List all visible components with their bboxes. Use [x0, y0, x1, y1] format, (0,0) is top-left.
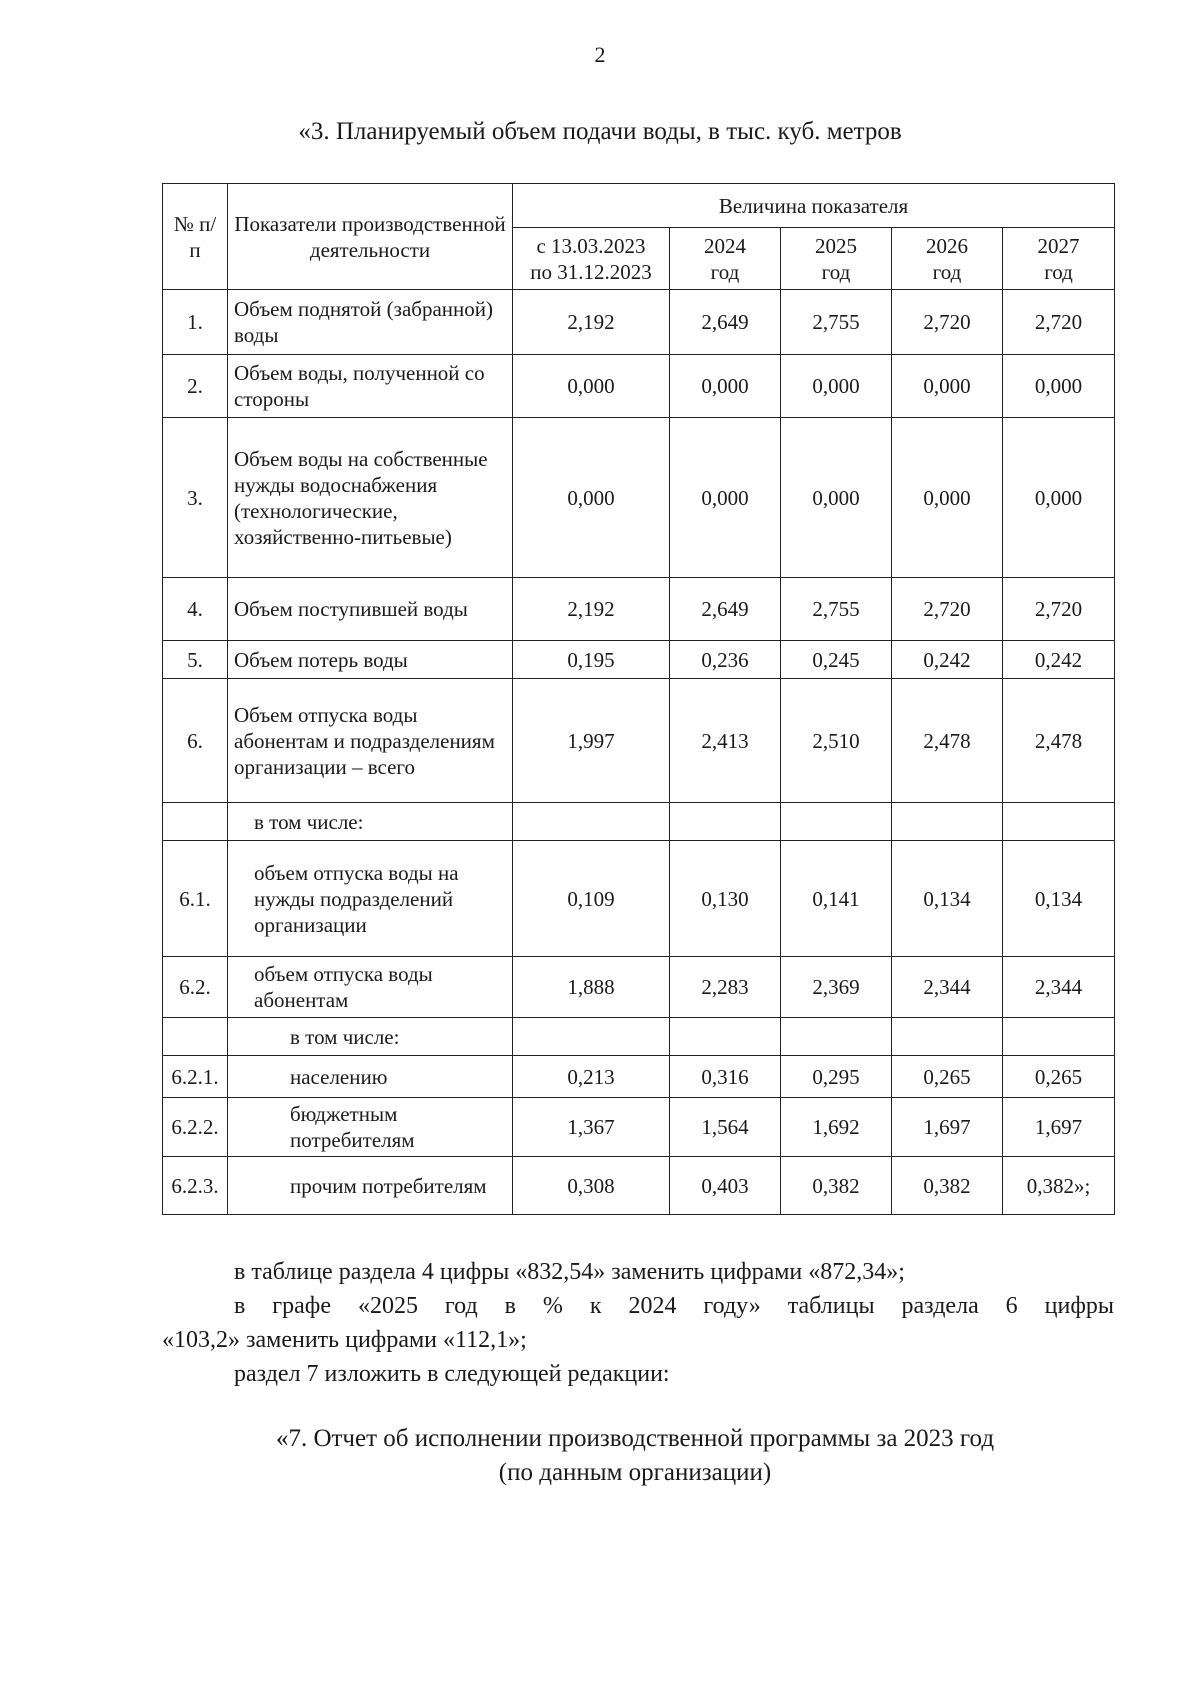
table-row	[163, 641, 1115, 679]
header-value-group: Величина показателя	[513, 184, 1115, 228]
row-value	[1003, 1018, 1115, 1056]
row-value: 2,192	[513, 578, 670, 641]
row-value: 0,134	[892, 841, 1003, 957]
row-value: 1,888	[513, 957, 670, 1018]
row-name: объем отпуска воды абонентам	[228, 957, 513, 1018]
table-row	[163, 1018, 1115, 1056]
row-name: Объем отпуска воды абонентам и подразделениям организации – всего	[228, 679, 513, 803]
header-period: 2026 год	[892, 228, 1003, 290]
water-supply-table	[162, 183, 1115, 1215]
header-period: 2024 год	[670, 228, 781, 290]
row-value: 2,413	[670, 679, 781, 803]
table-row	[163, 1098, 1115, 1157]
row-value	[781, 1018, 892, 1056]
row-value: 0,000	[670, 355, 781, 418]
row-value: 1,697	[1003, 1098, 1115, 1157]
row-name: Объем поступившей воды	[228, 578, 513, 641]
row-name: бюджетным потребителям	[228, 1098, 513, 1157]
row-value: 0,000	[670, 418, 781, 578]
row-value: 1,564	[670, 1098, 781, 1157]
table-row	[163, 418, 1115, 578]
row-name: Объем воды на собственные нужды водоснабжения (технологические, хозяйственно-питьевые)	[228, 418, 513, 578]
report-title	[0, 1422, 1200, 1490]
row-value: 2,720	[1003, 290, 1115, 355]
row-value	[513, 803, 670, 841]
paragraph-table-6-change: в графе «2025 год в % к 2024 году» таблицы раздела 6 цифры	[234, 1293, 1114, 1319]
row-num: 5.	[163, 641, 228, 679]
header-indicator: Показатели производственной деятельности	[228, 184, 513, 290]
row-value: 0,382	[892, 1157, 1003, 1215]
row-num: 2.	[163, 355, 228, 418]
table-row	[163, 841, 1115, 957]
table-row	[163, 1157, 1115, 1215]
row-value	[513, 1018, 670, 1056]
row-value: 0,000	[781, 355, 892, 418]
table-row	[163, 1056, 1115, 1098]
row-value: 2,755	[781, 290, 892, 355]
row-name: в том числе:	[228, 1018, 513, 1056]
row-num: 3.	[163, 418, 228, 578]
row-value: 0,265	[892, 1056, 1003, 1098]
page-number: 2	[594, 42, 606, 67]
header-period: с 13.03.2023 по 31.12.2023	[513, 228, 670, 290]
row-value: 0,242	[1003, 641, 1115, 679]
row-value: 0,000	[1003, 418, 1115, 578]
row-num: 6.2.	[163, 957, 228, 1018]
header-num: № п/п	[163, 184, 228, 290]
row-value: 2,369	[781, 957, 892, 1018]
report-title-line2: (по данным организации)	[498, 1459, 772, 1486]
paragraph-table-4-change: в таблице раздела 4 цифры «832,54» заменить цифрами «872,34»;	[234, 1259, 905, 1285]
row-num: 4.	[163, 578, 228, 641]
row-num: 6.2.2.	[163, 1098, 228, 1157]
row-value: 2,649	[670, 290, 781, 355]
row-value: 0,109	[513, 841, 670, 957]
row-value	[670, 1018, 781, 1056]
row-value: 0,000	[892, 418, 1003, 578]
paragraph-table-6-change-cont: «103,2» заменить цифрами «112,1»;	[162, 1327, 527, 1353]
row-value: 0,213	[513, 1056, 670, 1098]
row-value: 2,510	[781, 679, 892, 803]
row-value: 0,141	[781, 841, 892, 957]
row-value: 2,478	[892, 679, 1003, 803]
row-value: 0,000	[892, 355, 1003, 418]
row-value: 0,195	[513, 641, 670, 679]
row-name: Объем воды, полученной со стороны	[228, 355, 513, 418]
header-period: 2027 год	[1003, 228, 1115, 290]
table-row	[163, 290, 1115, 355]
row-value: 1,692	[781, 1098, 892, 1157]
row-value	[1003, 803, 1115, 841]
row-value: 1,697	[892, 1098, 1003, 1157]
row-value: 1,367	[513, 1098, 670, 1157]
row-value: 2,192	[513, 290, 670, 355]
row-value: 0,245	[781, 641, 892, 679]
row-value	[892, 803, 1003, 841]
report-title-line1: «7. Отчет об исполнении производственной программы за 2023 год	[275, 1425, 995, 1452]
row-value: 2,478	[1003, 679, 1115, 803]
table-row	[163, 803, 1115, 841]
row-num: 1.	[163, 290, 228, 355]
row-value: 2,283	[670, 957, 781, 1018]
row-value: 2,720	[1003, 578, 1115, 641]
row-value	[670, 803, 781, 841]
row-name: в том числе:	[228, 803, 513, 841]
row-value: 0,308	[513, 1157, 670, 1215]
row-value: 0,236	[670, 641, 781, 679]
row-name: Объем поднятой (забранной) воды	[228, 290, 513, 355]
row-value: 0,134	[1003, 841, 1115, 957]
row-name: объем отпуска воды на нужды подразделений организации	[228, 841, 513, 957]
row-value: 2,344	[1003, 957, 1115, 1018]
table-row	[163, 679, 1115, 803]
table-row	[163, 578, 1115, 641]
row-value: 2,720	[892, 290, 1003, 355]
row-value: 0,295	[781, 1056, 892, 1098]
row-value: 0,382»;	[1003, 1157, 1115, 1215]
table-row	[163, 355, 1115, 418]
row-num: 6.2.3.	[163, 1157, 228, 1215]
row-value: 2,649	[670, 578, 781, 641]
row-name: населению	[228, 1056, 513, 1098]
row-value: 2,755	[781, 578, 892, 641]
table-row	[163, 957, 1115, 1018]
row-num	[163, 803, 228, 841]
row-value: 0,000	[513, 355, 670, 418]
row-value: 0,000	[513, 418, 670, 578]
header-period: 2025 год	[781, 228, 892, 290]
row-num	[163, 1018, 228, 1056]
row-num: 6.	[163, 679, 228, 803]
row-value: 0,242	[892, 641, 1003, 679]
row-value: 0,316	[670, 1056, 781, 1098]
row-value: 0,000	[781, 418, 892, 578]
row-value: 2,720	[892, 578, 1003, 641]
row-name: прочим потребителям	[228, 1157, 513, 1215]
row-num: 6.2.1.	[163, 1056, 228, 1098]
row-name: Объем потерь воды	[228, 641, 513, 679]
row-num: 6.1.	[163, 841, 228, 957]
row-value: 0,403	[670, 1157, 781, 1215]
paragraph-section-7: раздел 7 изложить в следующей редакции:	[234, 1361, 670, 1387]
row-value: 0,000	[1003, 355, 1115, 418]
section-title: «3. Планируемый объем подачи воды, в тыс. куб. метров	[298, 118, 902, 145]
row-value: 0,130	[670, 841, 781, 957]
row-value: 0,382	[781, 1157, 892, 1215]
row-value: 2,344	[892, 957, 1003, 1018]
row-value	[781, 803, 892, 841]
row-value	[892, 1018, 1003, 1056]
row-value: 0,265	[1003, 1056, 1115, 1098]
row-value: 1,997	[513, 679, 670, 803]
